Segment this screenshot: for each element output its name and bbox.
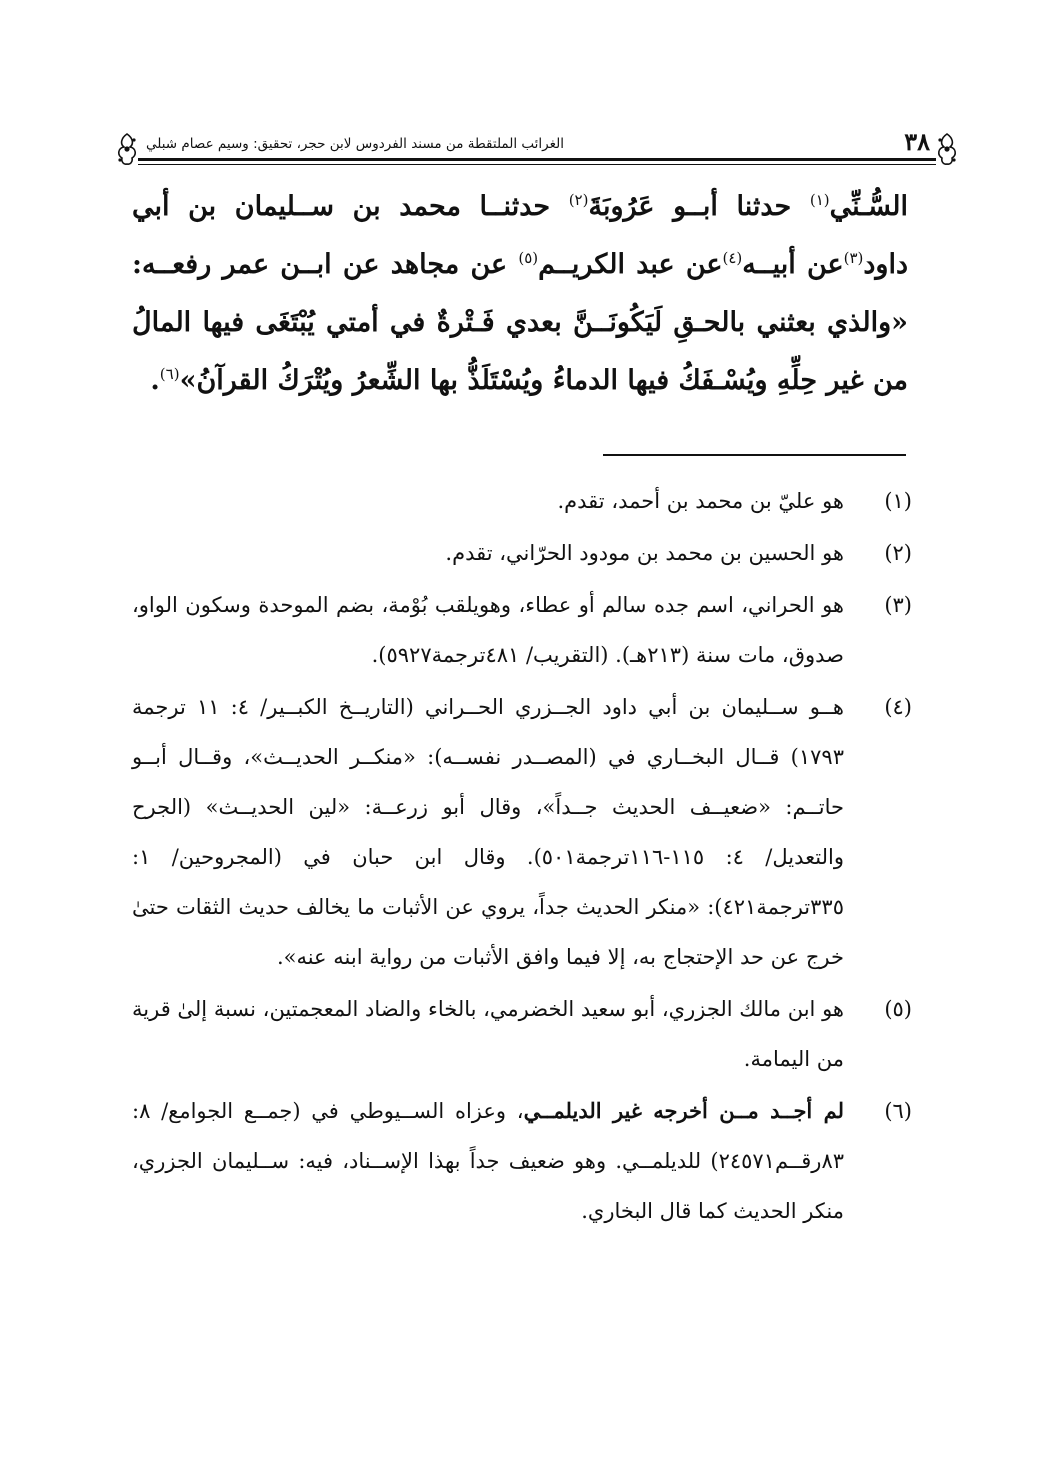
footnote-marker[interactable]: (١) — [809, 191, 830, 209]
footnote-number: (٢) — [884, 541, 912, 565]
footnote-text: هــو ســليمان بن أبي داود الجــزري الحــراني (التاريــخ الكبــير/ ٤: ١١ ترجمة ١٧٩٣) قــال البخــاري في (المصــدر نفســه): «منكــر الحديــث»، وقــال أبــو حاتــم: «ضعيــف الحديث جــداً»، وقال أبو زرعــة: «لين الحديــث» (الجرح والتعديل/ ٤: ١١٥-١١٦ترجمة٥٠١). وقال ابن حبان في (المجروحين/ ١: ٣٣٥ترجمة٤٢١): «منكر الحديث جداً، يروي عن الأثبات ما يخالف حديث الثقات حتىٰ خرج عن حد الإحتجاج به، إلا فيما وافق الأثبات من رواية ابنه عنه». — [132, 695, 844, 969]
header-rule-thin — [138, 164, 936, 165]
footnote-number: (١) — [884, 489, 912, 513]
footnote-2 — [132, 528, 912, 578]
terminal-period: . — [150, 365, 160, 396]
page-header — [118, 128, 956, 168]
hadith-matn: عن مجاهد عن ابــن عمر رفعــه: «والذي بعثني بالحـقِ لَيَكُونَــنَّ بعدي فَـتْرةٌ في أمتي يُبْتَغَى فيها المالُ من غير حِلِّهِ ويُسْـفَكُ فيها الدماءُ ويُسْتَلَذُّ بها الشِّعرُ ويُتْرَكُ القرآنُ» — [132, 249, 908, 396]
header-rule — [138, 158, 936, 161]
page-number: ٣٨ — [904, 127, 930, 156]
footnote-text: هو الحراني، اسم جده سالم أو عطاء، وهويلقب بُوْمة، بضم الموحدة وسكون الواو، صدوق، مات سنة (٢١٣هـ). (التقريب/ ٤٨١ترجمة٥٩٢٧). — [132, 593, 844, 667]
footnote-3 — [132, 580, 912, 680]
hadith-text — [132, 178, 908, 410]
footnote-text — [132, 1086, 844, 1236]
footnote-marker[interactable]: (٥) — [518, 249, 539, 267]
footnotes-list — [132, 476, 912, 1238]
floral-ornament-icon — [114, 132, 140, 166]
narrator-segment: حدثنا أبــو عَرُوبَةَ — [588, 191, 792, 222]
footnote-marker[interactable]: (٦) — [159, 365, 180, 383]
footnote-text: هو الحسين بن محمد بن مودود الحرّاني، تقدم. — [445, 541, 844, 565]
narrator-segment: السُّـنِّي — [829, 191, 909, 222]
footnote-1 — [132, 476, 912, 526]
footnote-lead: لم أجــد مــن أخرجه غير الديلمــي — [523, 1098, 844, 1123]
footnote-text: هو عليّ بن محمد بن أحمد، تقدم. — [557, 489, 844, 513]
footnote-marker[interactable]: (٣) — [843, 249, 864, 267]
footnote-number: (٤) — [884, 695, 912, 719]
footnote-number: (٥) — [884, 997, 912, 1021]
footnote-marker[interactable]: (٢) — [568, 191, 589, 209]
footnote-marker[interactable]: (٤) — [722, 249, 743, 267]
footnote-text: هو ابن مالك الجزري، أبو سعيد الخضرمي، بالخاء والضاد المعجمتين، نسبة إلىٰ قرية من اليمامة. — [132, 997, 844, 1071]
floral-ornament-icon — [934, 132, 960, 166]
footnote-4 — [132, 682, 912, 982]
footnote-6 — [132, 1086, 912, 1236]
footnote-separator — [603, 454, 906, 456]
narrator-segment: عن أبيــه — [742, 249, 844, 280]
narrator-segment: عن عبد الكريــم — [538, 249, 723, 280]
running-title: الغرائب الملتقطة من مسند الفردوس لابن حجر، تحقيق: وسيم عصام شبلي — [146, 136, 564, 152]
footnote-5 — [132, 984, 912, 1084]
footnote-number: (٣) — [884, 593, 912, 617]
footnote-number: (٦) — [884, 1099, 912, 1123]
footnote-body: ، وعزاه الســيوطي في (جمــع الجوامع/ ٨: ٨٣رقــم٢٤٥٧١) للديلمــي. وهو ضعيف جداً بهذا الإســناد، فيه: ســليمان الجزري، منكر الحديث كما قال البخاري. — [132, 1099, 844, 1223]
narrator-segment: حدثنــا محمد بن ســليمان بن أبي داود — [132, 191, 908, 280]
